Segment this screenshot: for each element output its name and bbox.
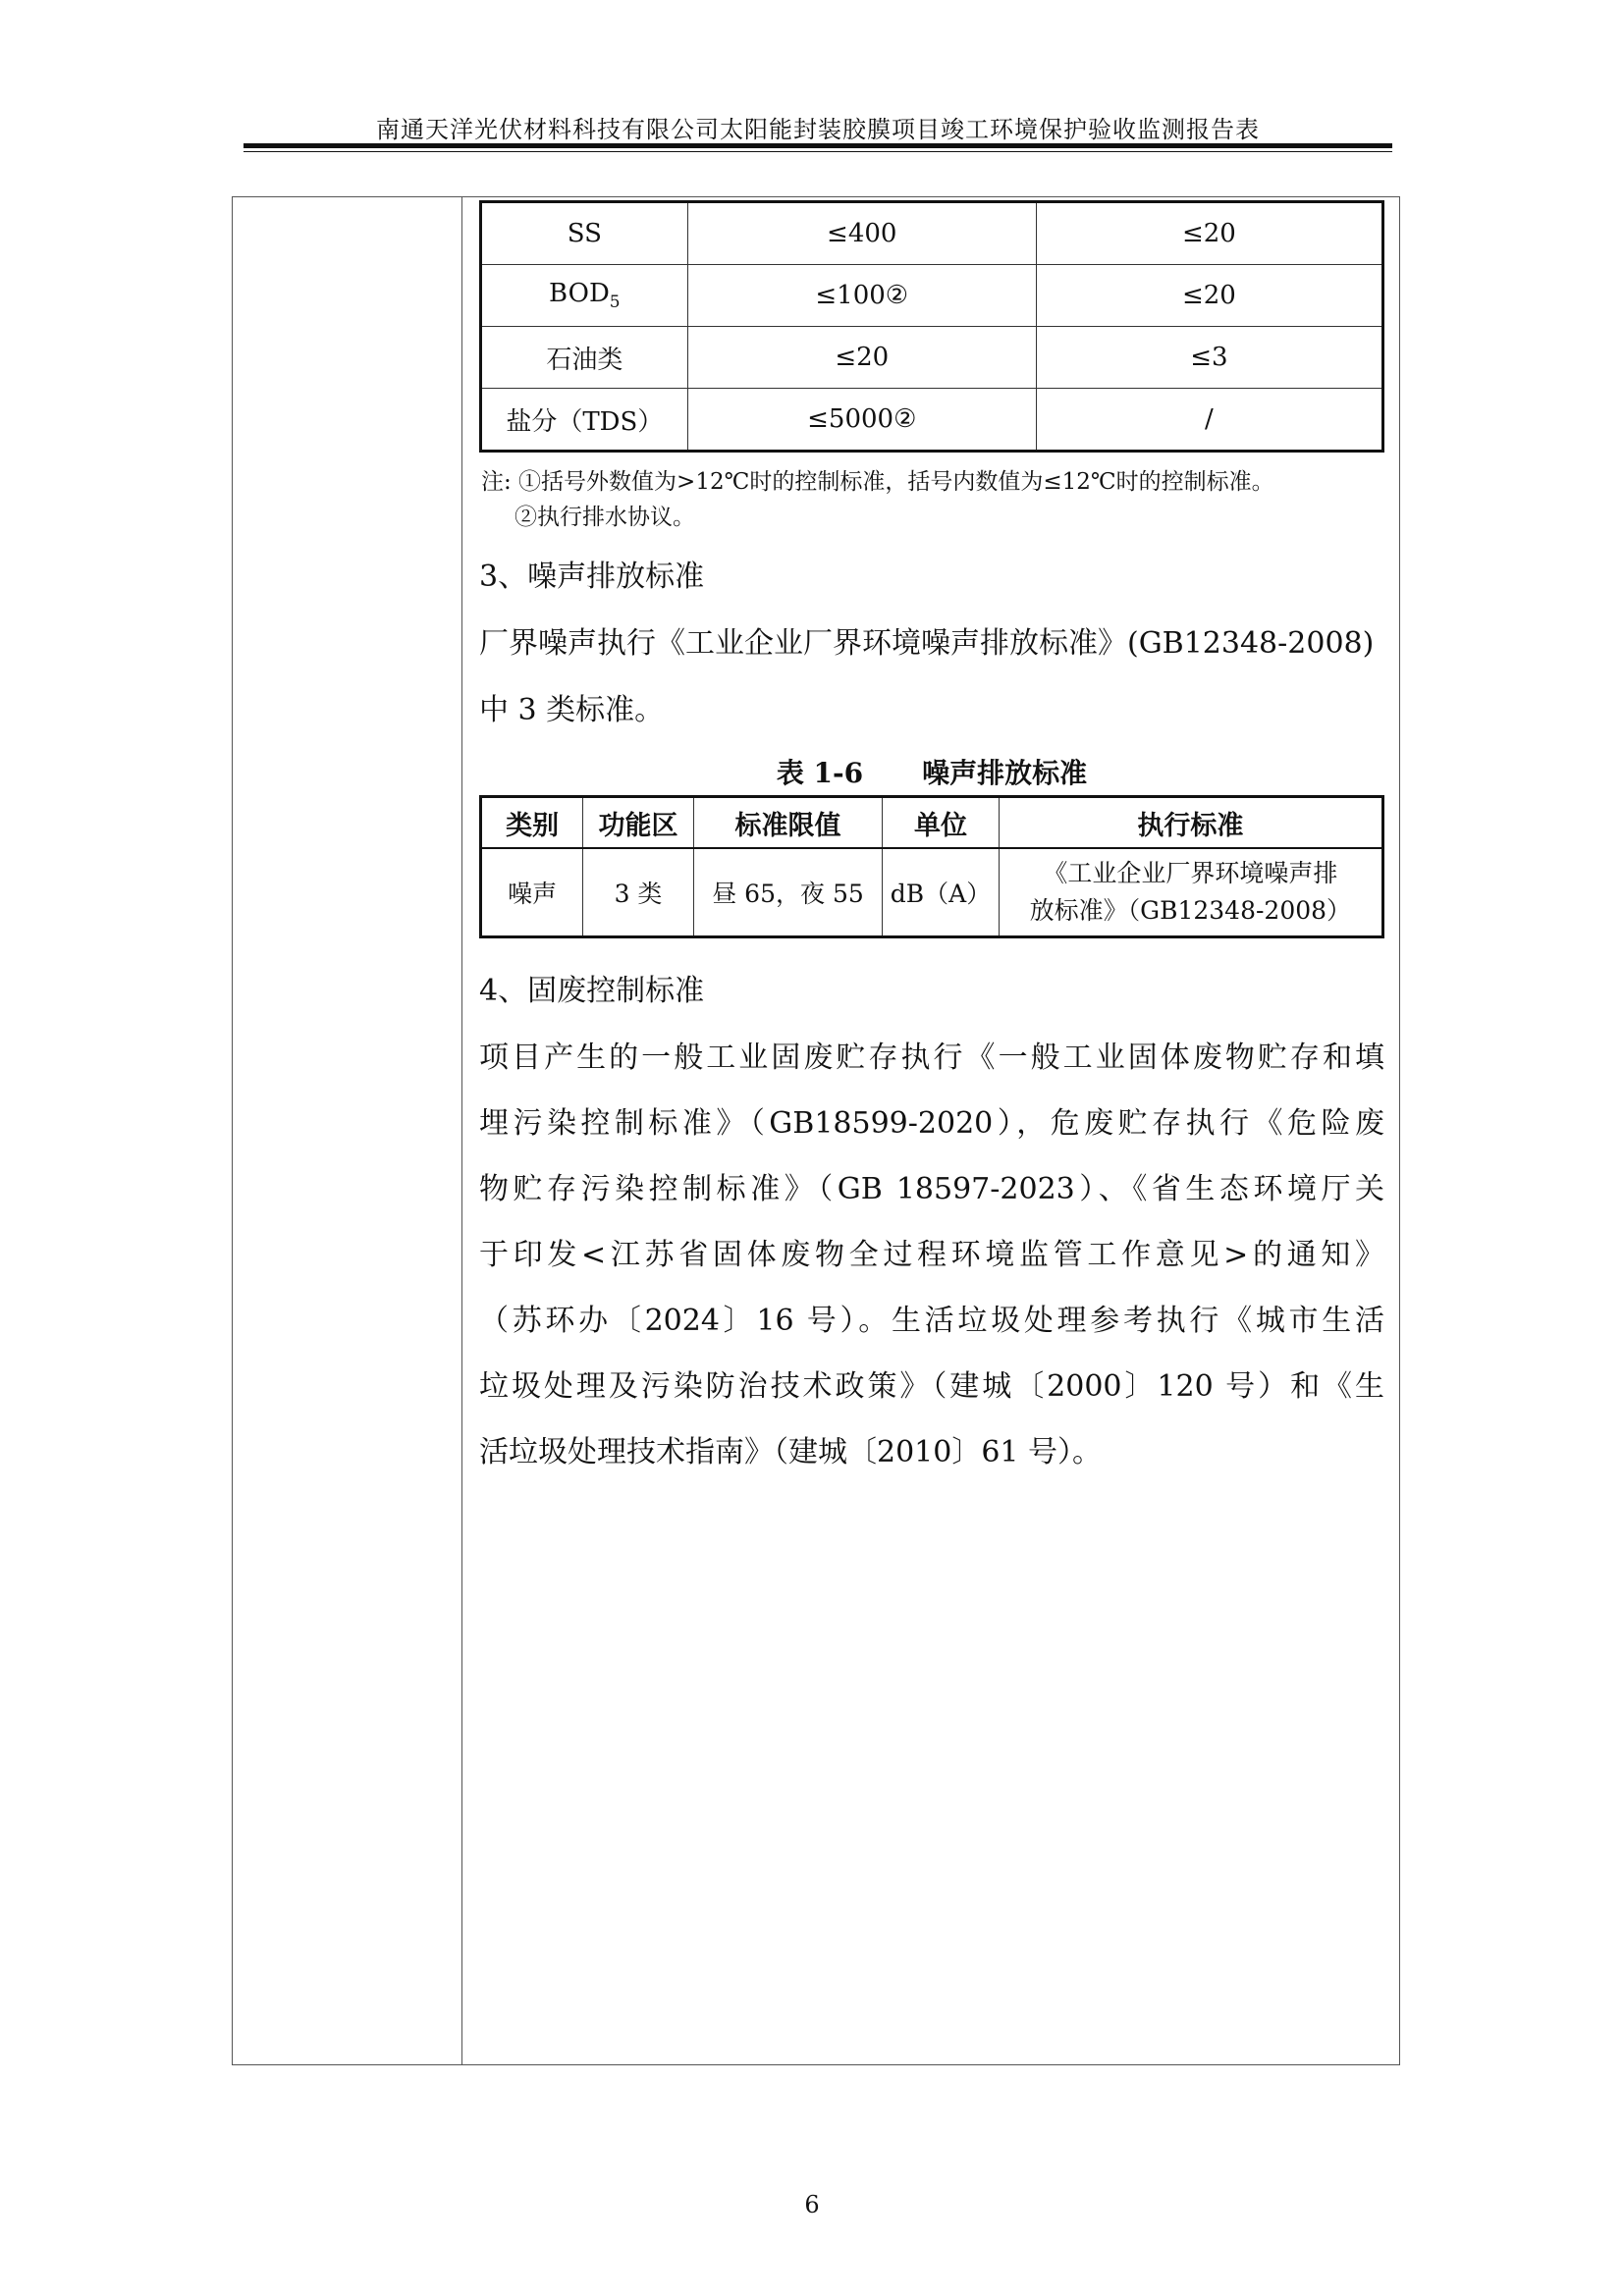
section-4-line: 垃圾处理及污染防治技术政策》（建城〔2000〕120 号）和《生 bbox=[479, 1369, 1384, 1404]
section-4-line: 活垃圾处理技术指南》（建城〔2010〕61 号）。 bbox=[479, 1435, 1103, 1469]
frame-divider bbox=[461, 196, 462, 2065]
report-header: 南通天洋光伏材料科技有限公司太阳能封装胶膜项目竣工环境保护验收监测报告表 bbox=[376, 116, 1260, 143]
table-cell: 昼 65，夜 55 bbox=[693, 848, 883, 937]
table-note-2: ②执行排水协议。 bbox=[514, 505, 695, 530]
item-subscript: 5 bbox=[609, 293, 621, 313]
table-cell: ≤20 bbox=[1036, 202, 1382, 265]
table-header-row bbox=[481, 797, 1383, 849]
table-cell: ≤3 bbox=[1036, 327, 1382, 389]
noise-standard-table bbox=[479, 795, 1384, 938]
header-rule-thick bbox=[244, 143, 1392, 148]
table-row bbox=[481, 265, 1383, 327]
table-cell: ≤100② bbox=[687, 265, 1036, 327]
table-row bbox=[481, 202, 1383, 265]
table-cell: dB（A） bbox=[883, 848, 999, 937]
table-cell: ≤20 bbox=[1036, 265, 1382, 327]
header-rule-thin bbox=[244, 151, 1392, 152]
caption-number: 表 1-6 bbox=[776, 757, 864, 789]
section-3-line-1: 厂界噪声执行《工业企业厂界环境噪声排放标准》(GB12348-2008) bbox=[479, 626, 1375, 661]
table-cell bbox=[481, 265, 688, 327]
table-header-cell: 功能区 bbox=[583, 797, 693, 849]
section-3-line-2: 中 3 类标准。 bbox=[479, 693, 665, 727]
caption-title: 噪声排放标准 bbox=[922, 757, 1088, 789]
table-row bbox=[481, 848, 1383, 937]
table-cell: / bbox=[1036, 389, 1382, 452]
page-number: 6 bbox=[804, 2191, 820, 2218]
section-3-heading: 3、噪声排放标准 bbox=[479, 560, 705, 594]
table-cell: SS bbox=[481, 202, 688, 265]
table-cell: 3 类 bbox=[583, 848, 693, 937]
table-row bbox=[481, 327, 1383, 389]
section-4-line: 项目产生的一般工业固废贮存执行《一般工业固体废物贮存和填 bbox=[479, 1041, 1384, 1075]
table-note-1: 注: ①括号外数值为>12℃时的控制标准，括号内数值为≤12℃时的控制标准。 bbox=[481, 469, 1274, 495]
table-cell: ≤400 bbox=[687, 202, 1036, 265]
section-4-line: 物贮存污染控制标准》（GB 18597-2023）、《省生态环境厅关 bbox=[479, 1172, 1384, 1206]
table-cell: 石油类 bbox=[481, 327, 688, 389]
table-cell: ≤20 bbox=[687, 327, 1036, 389]
table-header-cell: 类别 bbox=[481, 797, 583, 849]
table-cell: 盐分（TDS） bbox=[481, 389, 688, 452]
section-4-heading: 4、固废控制标准 bbox=[479, 974, 705, 1008]
table-cell: 噪声 bbox=[481, 848, 583, 937]
table-caption bbox=[479, 752, 1384, 791]
table-cell bbox=[999, 848, 1382, 937]
section-4-line: （苏环办〔2024〕16 号）。生活垃圾处理参考执行《城市生活 bbox=[479, 1304, 1384, 1338]
water-standard-table bbox=[479, 200, 1384, 453]
table-row bbox=[481, 389, 1383, 452]
standard-line-2: 放标准》（GB12348-2008） bbox=[1029, 896, 1352, 925]
table-header-cell: 标准限值 bbox=[693, 797, 883, 849]
item-label: BOD bbox=[549, 278, 610, 308]
section-4-line: 埋污染控制标准》（GB18599-2020），危废贮存执行《危险废 bbox=[479, 1106, 1384, 1141]
table-cell: ≤5000② bbox=[687, 389, 1036, 452]
table-header-cell: 执行标准 bbox=[999, 797, 1382, 849]
section-4-line: 于印发<江苏省固体废物全过程环境监管工作意见>的通知》 bbox=[479, 1238, 1384, 1272]
standard-line-1: 《工业企业厂界环境噪声排 bbox=[1043, 859, 1338, 887]
table-header-cell: 单位 bbox=[883, 797, 999, 849]
